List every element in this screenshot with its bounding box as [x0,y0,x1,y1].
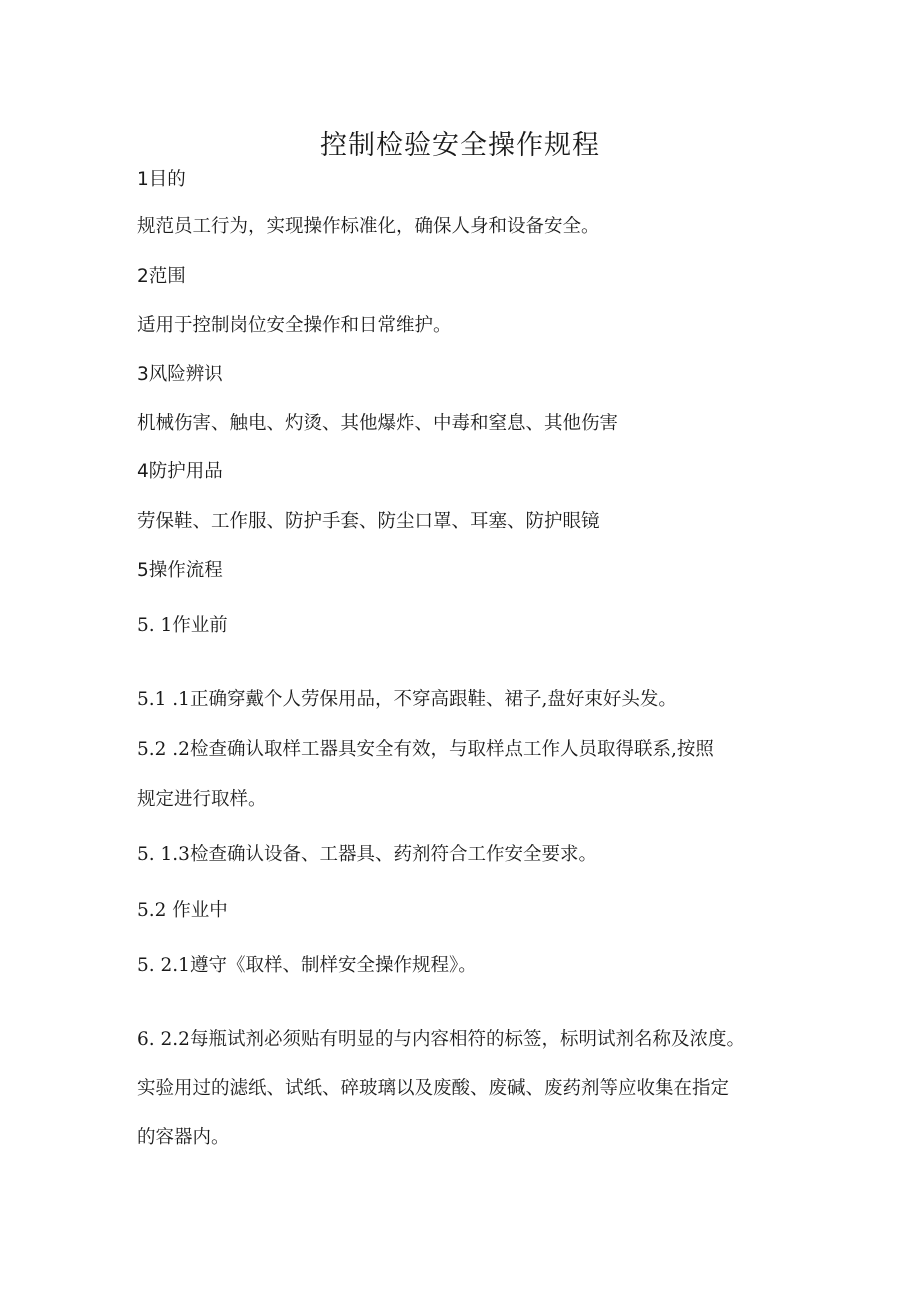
step-5-2-1: 5. 2.1遵守《取样、制样安全操作规程》。 [137,955,477,976]
section-body-ppe: 劳保鞋、工作服、防护手套、防尘口罩、耳塞、防护眼镜 [137,511,600,532]
step-5-2-2-line2: 实验用过的滤纸、试纸、碎玻璃以及废酸、废碱、废药剂等应收集在指定 [137,1078,730,1099]
step-5-2-2-line3: 的容器内。 [137,1127,230,1148]
step-5-1-1: 5.1 .1正确穿戴个人劳保用品，不穿高跟鞋、裙子,盘好束好头发。 [137,689,677,710]
subsection-before-work: 5. 1作业前 [137,615,228,636]
section-heading-procedure: 5操作流程 [137,560,223,581]
section-heading-risk: 3风险辨识 [137,364,223,385]
section-body-scope: 适用于控制岗位安全操作和日常维护。 [137,315,452,336]
subsection-during-work: 5.2 作业中 [137,900,228,921]
step-5-2-2-line1: 6. 2.2每瓶试剂必须贴有明显的与内容相符的标签，标明试剂名称及浓度。 [137,1029,745,1050]
section-body-purpose: 规范员工行为，实现操作标准化，确保人身和设备安全。 [137,216,600,237]
document-title: 控制检验安全操作规程 [320,130,600,162]
step-5-1-2-line1: 5.2 .2检查确认取样工器具安全有效，与取样点工作人员取得联系,按照 [137,739,714,760]
step-5-1-3: 5. 1.3检查确认设备、工器具、药剂符合工作安全要求。 [137,844,597,865]
step-5-1-2-line2: 规定进行取样。 [137,789,267,810]
section-heading-scope: 2范围 [137,266,186,287]
section-heading-ppe: 4防护用品 [137,461,223,482]
section-heading-purpose: 1目的 [137,169,186,190]
section-body-risk: 机械伤害、触电、灼烫、其他爆炸、中毒和窒息、其他伤害 [137,413,619,434]
